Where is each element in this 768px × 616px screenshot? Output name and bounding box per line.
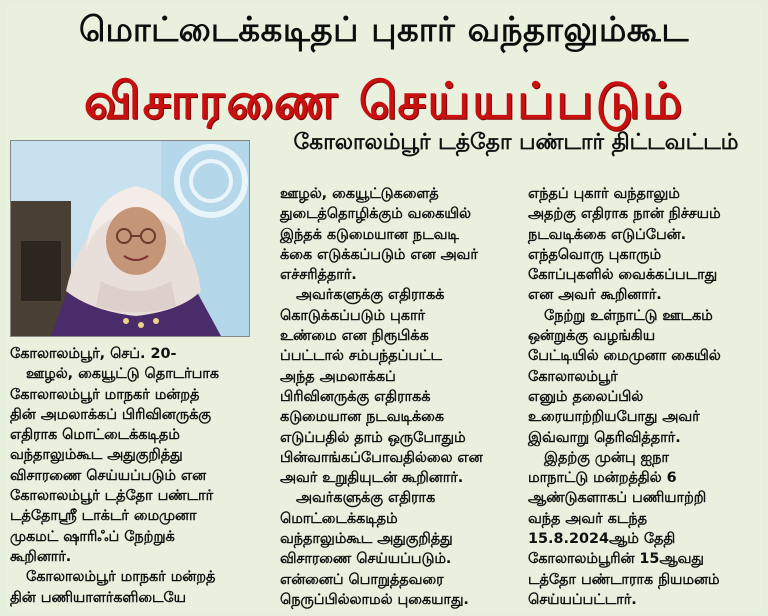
article-line: இந்தக் கடுமையான நடவடி <box>280 226 459 243</box>
article-line: க்கை எடுக்கப்படும் என அவர் <box>280 246 478 263</box>
article-line: கோலாலம்பூர் <box>528 368 618 385</box>
article-line: இவ்வாறு தெரிவித்தார். <box>528 429 681 446</box>
article-line: பின்வாங்கப்போவதில்லை என <box>280 449 483 466</box>
article-line: உண்மை என நிரூபிக்க <box>280 328 429 345</box>
article-line: ஊழல், கையூட்டுகளைத் <box>280 186 439 202</box>
headline-main: விசாரணை செய்யப்படும் <box>83 72 685 130</box>
article-line: ஊழல், கையூட்டு தொடர்பாக <box>26 366 220 383</box>
article-line: அதற்கு எதிராக நான் நிச்சயம் <box>528 206 721 223</box>
article-line: அந்த அமலாக்கப் <box>280 368 396 385</box>
article-line: மாநாட்டு மன்றத்தில் 6 <box>528 470 677 487</box>
article-line: எடுப்பதில் தாம் ஒருபோதும் <box>280 429 466 446</box>
article-line: கோலாலம்பூரின் 15ஆவது <box>528 551 704 568</box>
article-line: அவர்களுக்கு எதிராக <box>296 490 436 507</box>
article-line: நெருப்பில்லாமல் புகையாது. <box>280 591 469 608</box>
article-line: எனும் தலைப்பில் <box>528 388 644 405</box>
article-line: முகமட் ஷாரிஃப் நேற்றுக் <box>10 528 175 545</box>
headline-byline: கோலாலம்பூர் டத்தோ பண்டார் திட்டவட்டம் <box>293 130 739 155</box>
article-line: அவர்களுக்கு எதிராகக் <box>296 287 445 304</box>
article-line: 15.8.2024ஆம் தேதி <box>528 531 676 548</box>
article-line: துடைத்தொழிக்கும் வகையில் <box>280 206 471 223</box>
article-line: வந்தாலும்கூட அதுகுறித்து <box>280 531 453 548</box>
portrait-illustration <box>11 141 249 336</box>
article-line: விசாரணை செய்யப்படும். <box>280 551 452 568</box>
article-column-1 <box>10 344 272 608</box>
article-line: கோலாலம்பூர் மாநகர் மன்றத் <box>10 386 200 403</box>
article-line: பிரிவினருக்கு எதிராகக் <box>280 388 431 405</box>
article-line: பேட்டியில் மைமுனா கையில் <box>528 348 721 365</box>
article-line: டத்தோ பண்டாராக நியமனம் <box>528 571 720 588</box>
article-line: கடுமையான நடவடிக்கை <box>280 409 445 426</box>
article-line: உரையாற்றியபோது அவர் <box>528 409 700 426</box>
article-line: நடவடிக்கை எடுப்பேன். <box>528 226 687 243</box>
article-line: ஆண்டுகளாகப் பணியாற்றி <box>528 490 707 507</box>
article-line: கோலாலம்பூர் டத்தோ பண்டார் <box>10 488 214 505</box>
article-line: கோலாலம்பூர், செப். 20- <box>10 346 177 362</box>
article-line: மொட்டைக்கடிதம் <box>280 510 398 527</box>
article-line: தின் பணியாளர்களிடையே <box>10 589 186 606</box>
article-column-3 <box>528 184 760 610</box>
article-line: டத்தோஸ்ரீ டாக்டர் மைமுனா <box>10 508 197 525</box>
article-column-2 <box>280 184 520 610</box>
article-line: அவர் உறுதியுடன் கூறினார். <box>280 470 464 487</box>
article-line: கூறினார். <box>10 548 72 565</box>
article-line: இதற்கு முன்பு ஐநா <box>544 449 669 466</box>
article-line: கோலாலம்பூர் மாநகர் மன்றத் <box>26 569 216 586</box>
portrait-photo <box>10 140 250 337</box>
article-line: வந்த அவர் கடந்த <box>528 510 647 527</box>
article-line: எந்தப் புகார் வந்தாலும் <box>528 186 680 202</box>
article-line: தின் அமலாக்கப் பிரிவினருக்கு <box>10 406 211 423</box>
article-line: எந்தவொரு புகாரும் <box>528 246 662 263</box>
article-line: ப்பட்டால் சம்பந்தப்பட்ட <box>280 348 442 365</box>
article-line: எதிராக மொட்டைக்கடிதம் <box>10 427 180 444</box>
article-line: என்னைப் பொறுத்தவரை <box>280 571 444 588</box>
article-line: கொடுக்கப்படும் புகார் <box>280 307 425 324</box>
article-line: நேற்று உள்நாட்டு ஊடகம் <box>544 307 713 324</box>
article-line: என அவர் கூறினார். <box>528 287 662 304</box>
headline-kicker: மொட்டைக்கடிதப் புகார் வந்தாலும்கூட <box>79 10 689 50</box>
article-line: எச்சரித்தார். <box>280 267 357 284</box>
article-line: விசாரணை செய்யப்படும் என <box>10 467 207 484</box>
article-line: கோப்புகளில் வைக்கப்படாது <box>528 267 718 284</box>
article-line: செய்யப்பட்டார். <box>528 591 637 608</box>
article-line: வந்தாலும்கூட அதுகுறித்து <box>10 447 183 464</box>
article-line: ஒன்றுக்கு வழங்கிய <box>528 328 656 345</box>
